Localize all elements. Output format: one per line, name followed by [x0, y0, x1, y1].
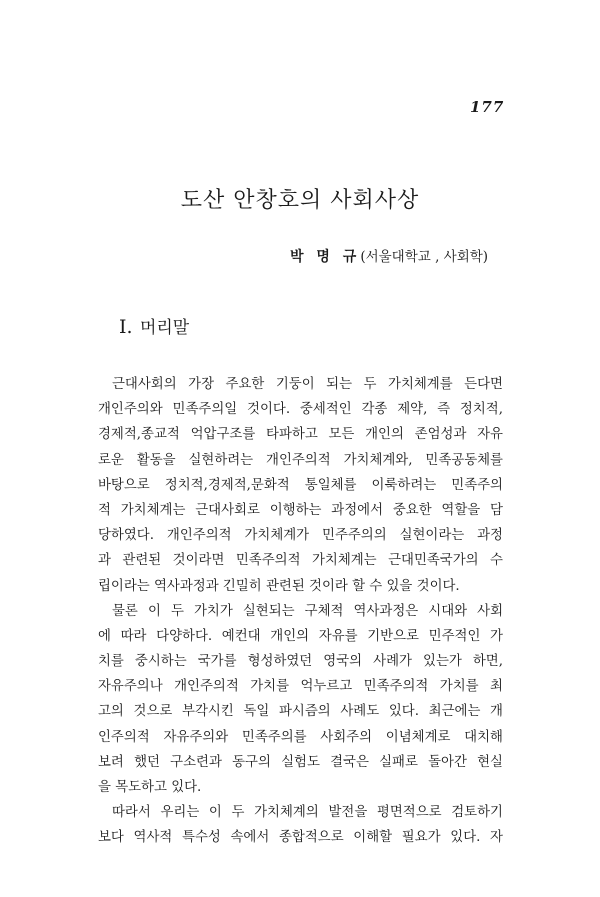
author-name: 박 명 규 [290, 249, 361, 265]
body-line: 치를 중시하는 국가를 형성하였던 영국의 사례가 있는가 하면, [98, 654, 503, 670]
body-line: 보려 했던 구소련과 동구의 실험도 결국은 실패로 돌아간 현실 [98, 754, 503, 770]
body-line: 개인주의와 민족주의일 것이다. 중세적인 각종 제약, 즉 정치적, [98, 402, 503, 418]
body-line: 자유주의나 개인주의적 가치를 억누르고 민족주의적 가치를 최 [98, 679, 503, 695]
body-line: 고의 것으로 부각시킨 독일 파시즘의 사례도 있다. 최근에는 개 [98, 704, 503, 720]
body-line: 물론 이 두 가치가 실현되는 구체적 역사과정은 시대와 사회 [112, 603, 503, 619]
author-line [290, 245, 488, 266]
article-title: 도산 안창호의 사회사상 [180, 188, 420, 213]
author-affiliation: (서울대학교 , 사회학) [360, 249, 489, 265]
body-line: 에 따라 다양하다. 예컨대 개인의 자유를 기반으로 민주적인 가 [98, 628, 503, 644]
body-line: 립이라는 역사과정과 긴밀히 관련된 것이라 할 수 있을 것이다. [98, 578, 460, 594]
body-line: 로운 활동을 실현하려는 개인주의적 가치체계와, 민족공동체를 [98, 452, 503, 468]
body-line: 따라서 우리는 이 두 가치체계의 발전을 평면적으로 검토하기 [112, 805, 503, 821]
page-number: 177 [470, 98, 505, 116]
body-line: 바탕으로 정치적,경제적,문화적 통일체를 이룩하려는 민족주의 [98, 477, 503, 493]
body-line: 인주의적 자유주의와 민족주의를 사회주의 이념체계로 대치해 [98, 729, 503, 745]
body-line: 을 목도하고 있다. [98, 780, 202, 795]
section-heading [119, 313, 189, 338]
body-line: 보다 역사적 특수성 속에서 종합적으로 이해할 필요가 있다. 자 [98, 830, 503, 846]
body-line: 과 관련된 것이라면 민족주의적 가치체계는 근대민족국가의 수 [98, 553, 503, 569]
body-text [98, 372, 503, 851]
body-line: 경제적,종교적 억압구조를 타파하고 모든 개인의 존엄성과 자유 [98, 427, 503, 443]
section-numeral: I. [119, 316, 133, 338]
body-line: 적 가치체계는 근대사회로 이행하는 과정에서 중요한 역할을 담 [98, 502, 503, 518]
section-title: 머리말 [139, 318, 190, 338]
body-line: 당하였다. 개인주의적 가치체계가 민주주의의 실현이라는 과정 [98, 528, 503, 544]
body-line: 근대사회의 가장 주요한 기둥이 되는 두 가치체계를 든다면 [112, 377, 503, 392]
